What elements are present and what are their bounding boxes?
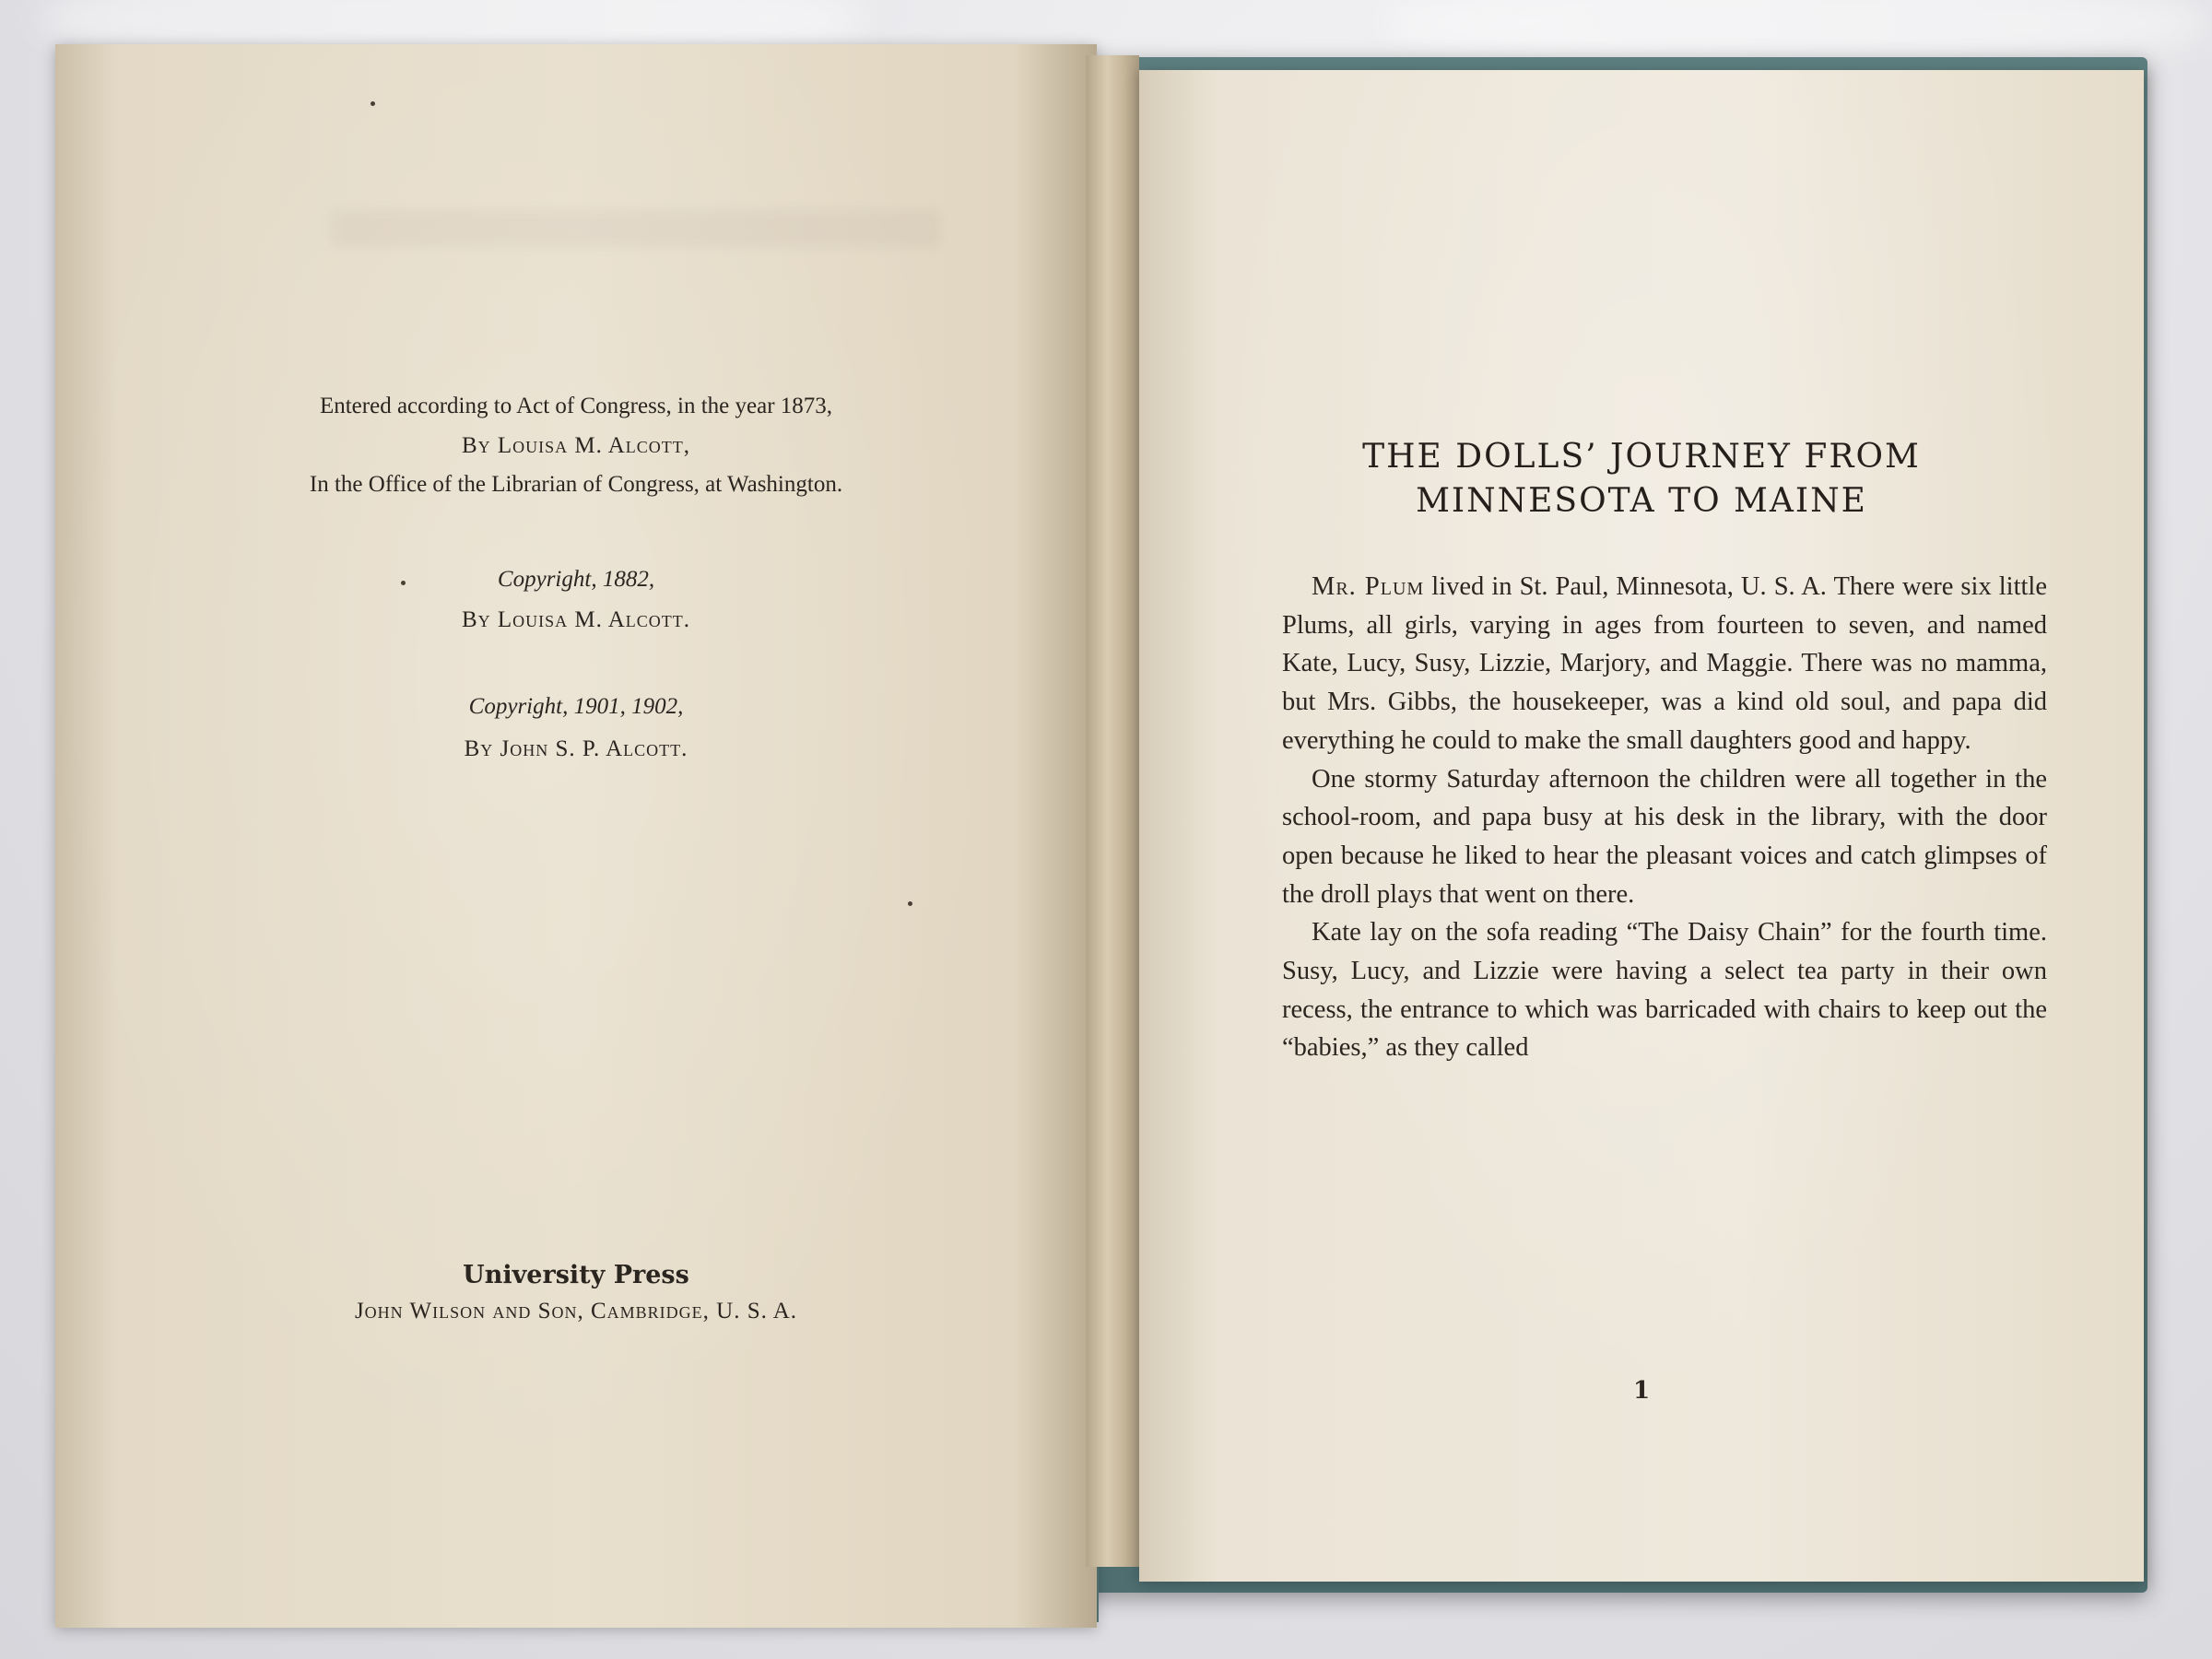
copyright-1901-heading: Copyright, 1901, 1902, (468, 694, 684, 719)
paper-speck (908, 901, 912, 906)
printer-address: John Wilson and Son, Cambridge, U. S. A. (354, 1299, 798, 1324)
copyright-line-author: By Louisa M. Alcott, (461, 433, 691, 458)
copyright-line-entered: Entered according to Act of Congress, in the year 1873, (319, 394, 833, 418)
paragraph-1 (1282, 568, 2047, 760)
chapter-title-line-1: THE DOLLS’ JOURNEY FROM (1362, 438, 1921, 476)
paragraph-2: One stormy Saturday afternoon the children were all together in the school-room, and papa busy at his desk in the library, with the door open because he liked to hear the pleasant voices and catch glimpses of the droll plays that went on there. (1282, 764, 2047, 909)
paragraph-3: Kate lay on the sofa reading “The Daisy Chain” for the fourth time. Susy, Lucy, and Lizzie were having a select tea party in their own recess, the entrance to which was barricaded with chairs to keep out the “babies,” as they called (1282, 918, 2047, 1063)
paragraph-1-text: lived in St. Paul, Minnesota, U. S. A. There were six little Plums, all girls, varying in ages from fourteen to seven, and named Kate, Lucy, Susy, Lizzie, Marjory, and Maggie. There was no mamma, but Mrs. Gibbs, the housekeeper, was a kind old soul, and papa did everything he could to make the small daughters good and happy. (1282, 572, 2048, 755)
copyright-1882-byline: By Louisa M. Alcott. (461, 607, 691, 632)
page-number: 1 (1632, 1377, 1651, 1405)
copyright-line-office: In the Office of the Librarian of Congress, at Washington. (309, 472, 843, 497)
printer-name: University Press (463, 1261, 689, 1289)
copyright-1901-byline: By John S. P. Alcott. (464, 736, 688, 761)
chapter-title-line-2: MINNESOTA TO MAINE (1416, 482, 1867, 520)
paper-speck (371, 101, 375, 106)
copyright-1882-heading: Copyright, 1882, (497, 567, 655, 592)
book-gutter (1086, 55, 1139, 1567)
paper-speck (401, 581, 406, 585)
left-page (55, 44, 1097, 1628)
right-page (1139, 70, 2144, 1582)
chapter-title (1194, 435, 2088, 524)
body-text (1282, 568, 2047, 1067)
bleed-through-text (332, 210, 940, 247)
paragraph-1-lead: Mr. Plum (1312, 572, 1425, 601)
